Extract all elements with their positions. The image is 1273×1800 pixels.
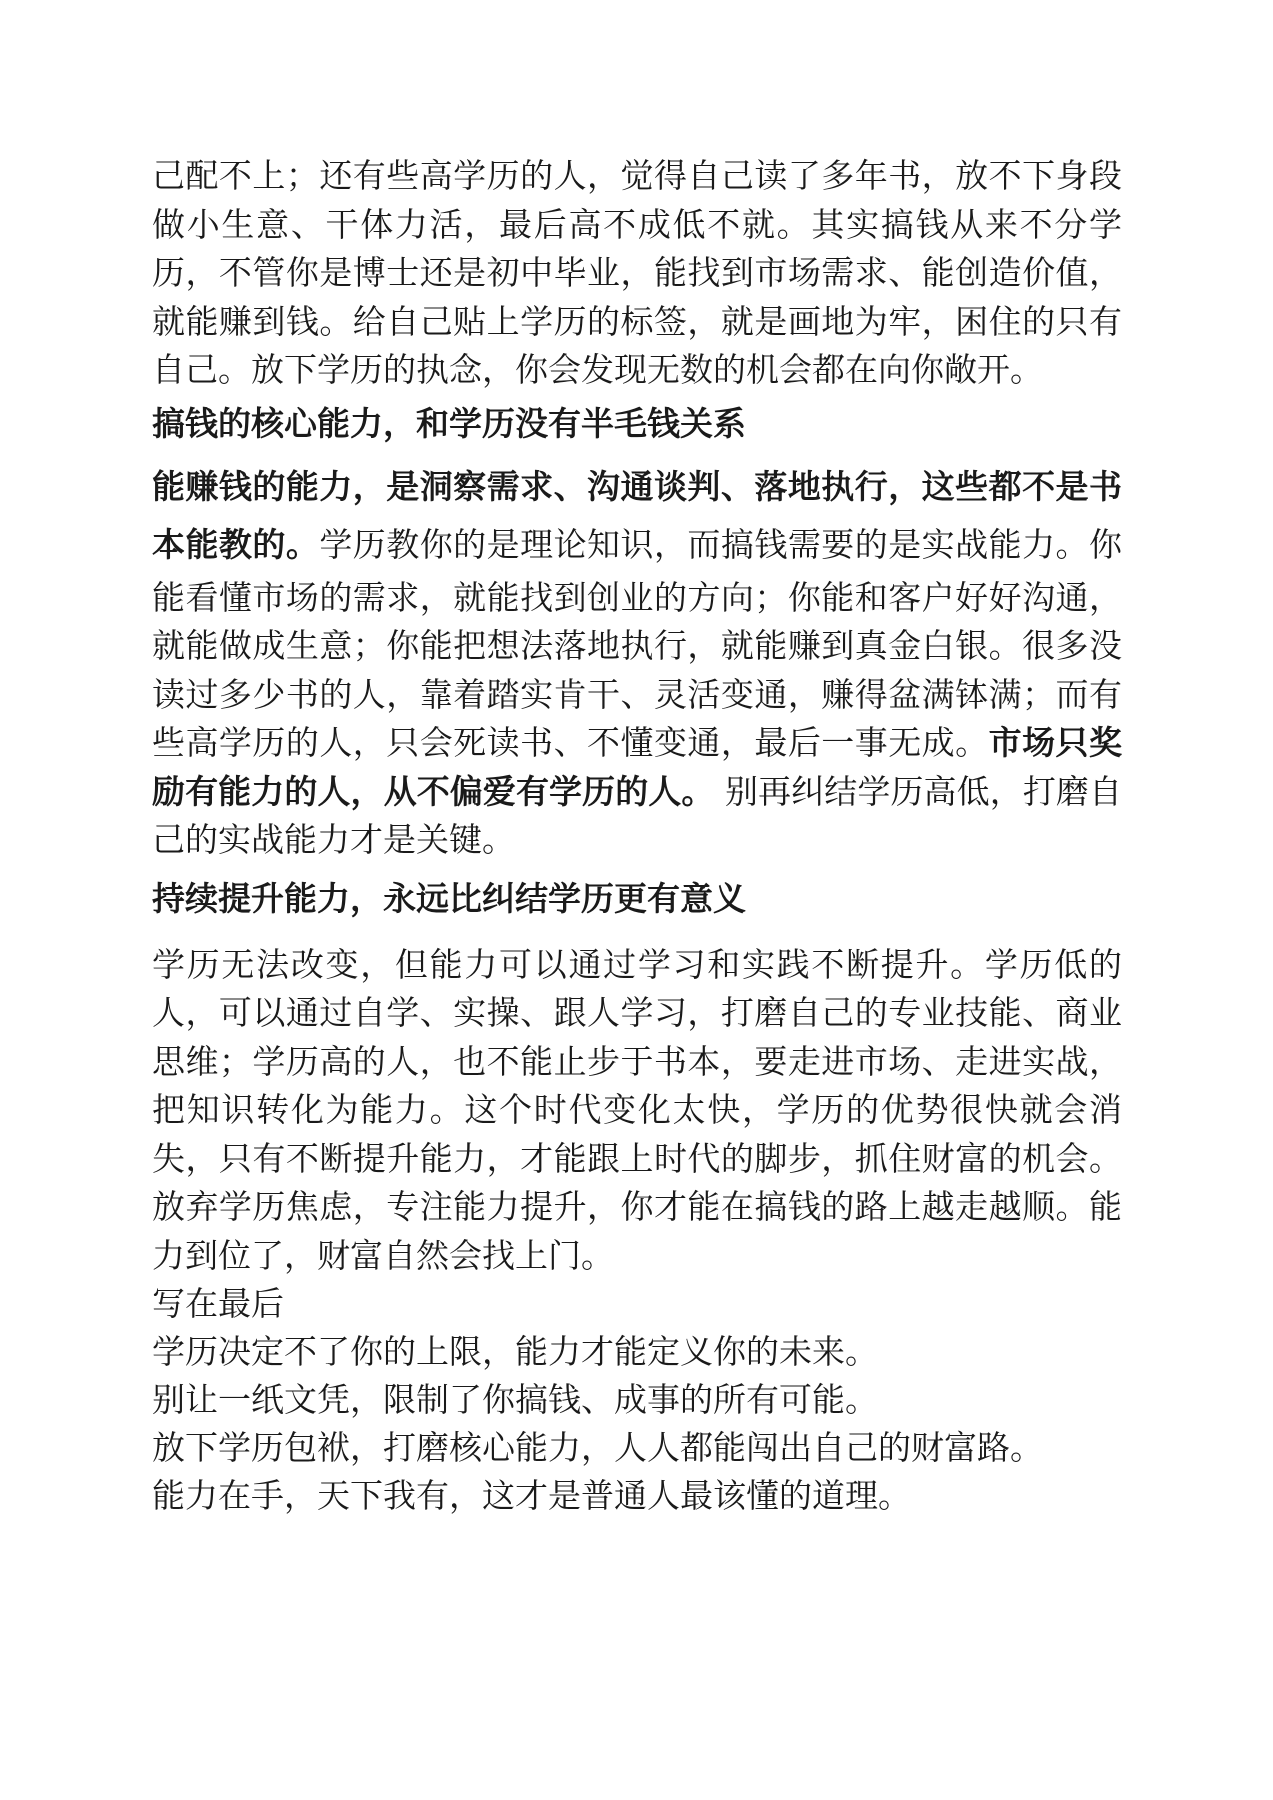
paragraph-education-label: 己配不上；还有些高学历的人，觉得自己读了多年书，放不下身段做小生意、干体力活，最后高不成低不就。其实搞钱从来不分学历，不管你是博士还是初中毕业，能找到市场需求、能创造价值，就能赚到钱。给自己贴上学历的标签，就是画地为牢，困住的只有自己。放下学历的执念，你会发现无数的机会都在向你敞开。 <box>152 156 1122 389</box>
article-body <box>152 152 1122 1520</box>
paragraph-core-ability-tail: 别再纠结学历高低，打磨自己的实战能力才是关键。 <box>152 771 1122 859</box>
closing-title: 写在最后 <box>152 1284 284 1323</box>
paragraph-core-ability-body: 学历教你的是理论知识，而搞钱需要的是实战能力。你能看懂市场的需求，就能找到创业的方向；你能和客户好好沟通，就能做成生意；你能把想法落地执行，就能赚到真金白银。很多没读过多少书的人，靠着踏实肯干、灵活变通，赚得盆满钵满；而有些高学历的人，只会死读书、不懂变通，最后一事无成。 <box>152 524 1123 762</box>
section-heading-keep-improving: 持续提升能力，永远比纠结学历更有意义 <box>152 878 746 918</box>
closing-line: 能力在手，天下我有，这才是普通人最该懂的道理。 <box>152 1476 911 1515</box>
section-heading-core-ability: 搞钱的核心能力，和学历没有半毛钱关系 <box>152 403 746 443</box>
bold-lead-sentence: 能赚钱的能力，是洞察需求、沟通谈判、落地执行，这些都不是书本能教的。 <box>152 466 1122 564</box>
paragraph-core-ability <box>152 458 1122 865</box>
closing-line: 学历决定不了你的上限，能力才能定义你的未来。 <box>152 1332 878 1371</box>
closing-line: 别让一纸文凭，限制了你搞钱、成事的所有可能。 <box>152 1380 878 1419</box>
closing-line: 放下学历包袱，打磨核心能力，人人都能闯出自己的财富路。 <box>152 1428 1043 1467</box>
bold-market-sentence: 市场只奖励有能力的人，从不偏爱有学历的人。 <box>152 723 1123 811</box>
paragraph-keep-improving: 学历无法改变，但能力可以通过学习和实践不断提升。学历低的人，可以通过自学、实操、跟人学习，打磨自己的专业技能、商业思维；学历高的人，也不能止步于书本，要走进市场、走进实战，把知识转化为能力。这个时代变化太快，学历的优势很快就会消失，只有不断提升能力，才能跟上时代的脚步，抓住财富的机会。放弃学历焦虑，专注能力提升，你才能在搞钱的路上越走越顺。能力到位了，财富自然会找上门。 <box>152 944 1122 1275</box>
